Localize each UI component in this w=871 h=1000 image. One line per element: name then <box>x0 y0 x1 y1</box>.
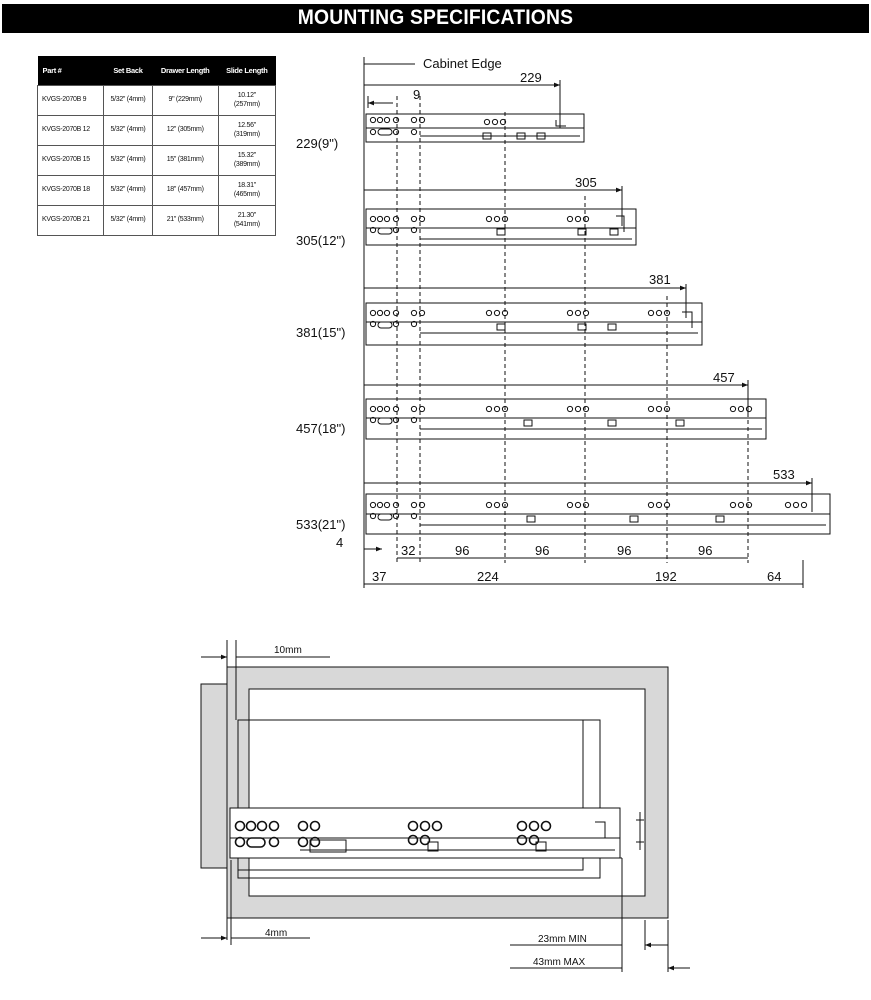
slide-in: 15.32" <box>237 152 256 160</box>
page-title: MOUNTING SPECIFICATIONS <box>297 6 574 29</box>
top-gap-label: 10mm <box>274 645 302 656</box>
slide-mm: (319mm) <box>233 130 260 138</box>
slide-mm: (465mm) <box>233 190 260 198</box>
part-cell: KVGS-2070B 15 <box>38 146 104 176</box>
slide-name-label: 305(12") <box>296 233 346 248</box>
dim-label: 96 <box>455 543 470 558</box>
dim-label: 64 <box>767 569 782 584</box>
side-view <box>364 57 830 588</box>
slide-name-label: 381(15") <box>296 325 346 340</box>
setback-9-label: 9 <box>413 87 421 102</box>
min-label: 23mm MIN <box>538 934 587 945</box>
drawer-length-cell: 18" (457mm) <box>152 176 218 206</box>
slide-457 <box>364 380 766 439</box>
max-label: 43mm MAX <box>533 957 586 968</box>
dim-label: 96 <box>698 543 713 558</box>
slide-mm: (257mm) <box>233 100 260 108</box>
part-cell: KVGS-2070B 9 <box>38 86 104 116</box>
slide-length-label: 305 <box>575 175 597 190</box>
slide-name-label: 229(9") <box>296 136 339 151</box>
slide-305 <box>364 186 636 245</box>
drawer-front <box>201 684 227 868</box>
bottom-gap-label: 4mm <box>265 928 288 939</box>
dimension-row-1 <box>364 549 748 558</box>
dim-label: 192 <box>655 569 677 584</box>
drawer-length-cell: 9" (229mm) <box>152 86 218 116</box>
slide-length-label: 229 <box>520 70 542 85</box>
set-back-cell: 5/32" (4mm) <box>104 146 152 176</box>
dimension-row-2 <box>364 560 803 588</box>
front-view <box>201 640 690 972</box>
drawer-length-cell: 12" (305mm) <box>152 116 218 146</box>
cabinet-box <box>227 667 668 918</box>
set-back-cell: 5/32" (4mm) <box>104 206 152 236</box>
slide-in: 18.31" <box>237 182 256 190</box>
dim-label: 4 <box>336 535 344 550</box>
part-cell: KVGS-2070B 18 <box>38 176 104 206</box>
slide-length-label: 381 <box>649 272 671 287</box>
slide-name-label: 533(21") <box>296 517 346 532</box>
slide-length-label: 457 <box>713 370 735 385</box>
header-set-back: Set Back <box>104 56 152 86</box>
slide-in: 12.56" <box>237 122 256 130</box>
dim-label: 37 <box>372 569 387 584</box>
slide-length-label: 533 <box>773 467 795 482</box>
slide-381 <box>364 284 702 345</box>
dim-label: 96 <box>535 543 550 558</box>
header-part: Part # <box>38 56 104 86</box>
header-drawer-length: Drawer Length <box>152 56 218 86</box>
drawer-length-cell: 15" (381mm) <box>152 146 218 176</box>
set-back-cell: 5/32" (4mm) <box>104 86 152 116</box>
slide-name-label: 457(18") <box>296 421 346 436</box>
drawer-length-cell: 21" (533mm) <box>152 206 218 236</box>
slide-in: 21.30" <box>237 212 256 220</box>
slide-mm: (541mm) <box>233 220 260 228</box>
part-cell: KVGS-2070B 21 <box>38 206 104 236</box>
dim-label: 96 <box>617 543 632 558</box>
hole-guide-lines <box>397 96 748 563</box>
dim-label: 224 <box>477 569 499 584</box>
slide-in: 10.12" <box>237 92 256 100</box>
dim-label: 32 <box>401 543 416 558</box>
slide-mm: (389mm) <box>233 160 260 168</box>
part-cell: KVGS-2070B 12 <box>38 116 104 146</box>
set-back-cell: 5/32" (4mm) <box>104 176 152 206</box>
header-slide-length: Slide Length <box>218 56 275 86</box>
slide-533 <box>364 478 830 534</box>
set-back-cell: 5/32" (4mm) <box>104 116 152 146</box>
cabinet-edge-label: Cabinet Edge <box>423 56 502 71</box>
